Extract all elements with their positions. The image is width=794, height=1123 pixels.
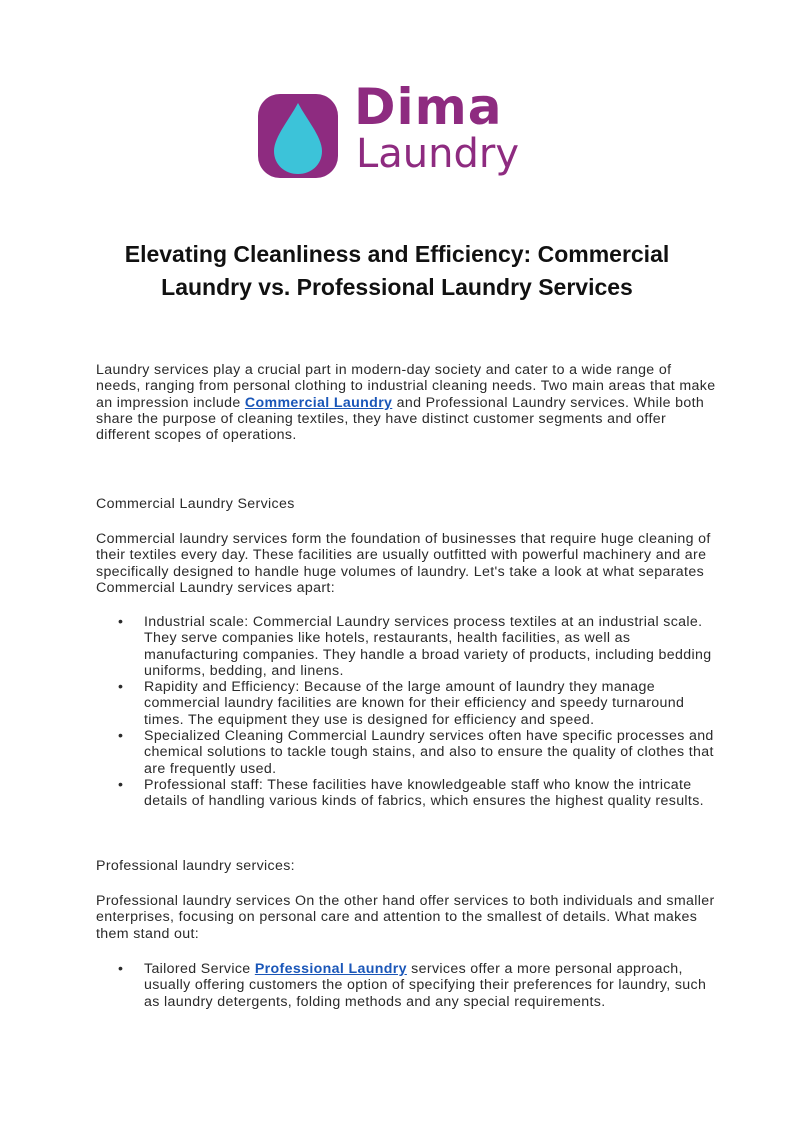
water-drop-icon [258,94,338,178]
dima-laundry-logo [258,78,548,188]
professional-heading: Professional laundry services: [96,858,295,874]
page-title: Elevating Cleanliness and Efficiency: Commercial Laundry vs. Professional Laundry Services [124,241,670,300]
brand-name-bottom: Laundry [356,131,520,177]
professional-list [96,961,716,1010]
commercial-heading: Commercial Laundry Services [96,496,295,512]
list-item: • Tailored Service Professional Laundry services offer a more personal approach, usually offering customers the option of specifying their preferences for laundry, such as laundry detergents, folding methods and any special requirements. [96,961,716,1010]
list-item: • Industrial scale: Commercial Laundry services process textiles at an industrial scale. They serve companies like hotels, restaurants, health facilities, as well as manufacturing companies. They handle a broad variety of products, including bedding uniforms, bedding, and linens. [96,614,716,679]
list-item: • Specialized Cleaning Commercial Laundry services often have specific processes and chemical solutions to tackle tough stains, and also to ensure the quality of clothes that are frequently used. [96,728,716,777]
commercial-intro: Commercial laundry services form the foundation of businesses that require huge cleaning of their textiles every day. These facilities are usually outfitted with powerful machinery and are specifically designed to handle huge volumes of laundry. Let's take a look at what separates Commercial Laundry services apart: [96,531,711,596]
list-item: • Rapidity and Efficiency: Because of the large amount of laundry they manage commercial laundry facilities are known for their efficiency and speedy turnaround times. The equipment they use is designed for efficiency and speed. [96,679,716,728]
list-item: • Professional staff: These facilities have knowledgeable staff who know the intricate details of handling various kinds of fabrics, which ensures the highest quality results. [96,777,716,810]
commercial-laundry-link[interactable]: Commercial Laundry [244,394,393,411]
intro-paragraph: Laundry services play a crucial part in modern-day society and cater to a wide range of needs, ranging from personal clothing to industrial cleaning needs. Two main areas that make an impression include Commercial Laundry and Professional Laundry services. While both share the purpose of cleaning textiles, they have distinct customer segments and offer different scopes of operations. [96,362,716,444]
commercial-list [96,614,716,810]
professional-intro: Professional laundry services On the other hand offer services to both individuals and smaller enterprises, focusing on personal care and attention to the smallest of details. What makes them stand out: [96,893,715,942]
brand-name-top: Dima [354,78,503,136]
professional-laundry-link[interactable]: Professional Laundry [254,961,407,977]
